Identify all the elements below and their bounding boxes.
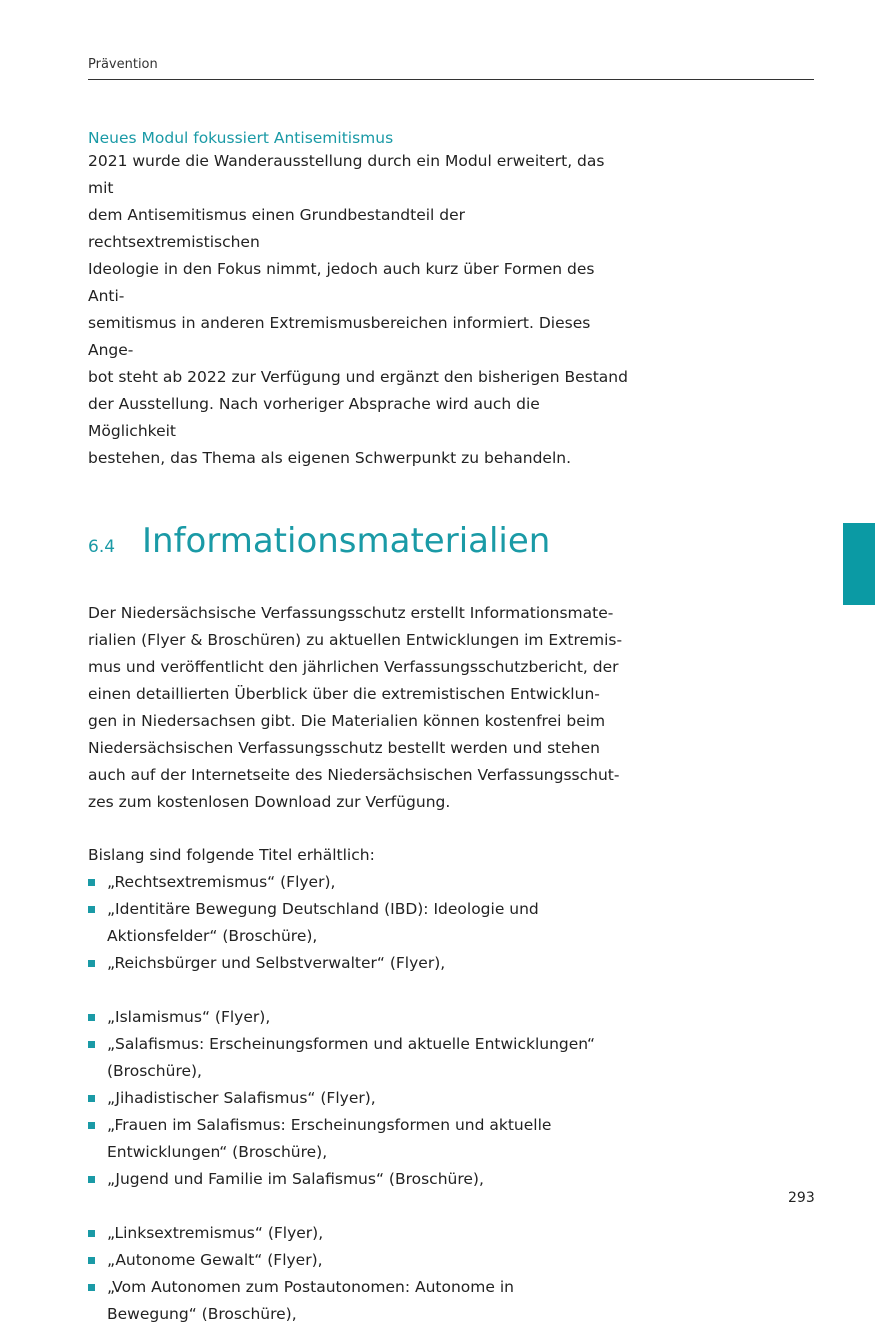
section-title: Informationsmaterialien (142, 521, 551, 561)
text-line: semitismus in anderen Extremismusbereichen informiert. Dieses Ange- (88, 314, 591, 359)
square-bullet-icon (88, 1095, 95, 1102)
square-bullet-icon (88, 1176, 95, 1183)
list-item: „Vom Autonomen zum Postautonomen: Autonome in Bewegung“ (Broschüre), (88, 1274, 629, 1328)
list-item: „Identitäre Bewegung Deutschland (IBD): Ideologie und Aktionsfelder“ (Broschüre), (88, 896, 629, 950)
chapter-tab-marker (843, 523, 875, 605)
square-bullet-icon (88, 1284, 95, 1291)
section-heading (88, 520, 629, 562)
square-bullet-icon (88, 960, 95, 967)
square-bullet-icon (88, 1122, 95, 1129)
text-line: Ideologie in den Fokus nimmt, jedoch auch kurz über Formen des Anti- (88, 260, 595, 305)
main-content (88, 128, 629, 1328)
list-item: „Linksextremismus“ (Flyer), (88, 1220, 629, 1247)
subsection-paragraph (88, 148, 629, 472)
square-bullet-icon (88, 906, 95, 913)
text-line: gen in Niedersachsen gibt. Die Materialien können kostenfrei beim (88, 712, 606, 730)
text-line: mus und veröffentlicht den jährlichen Verfassungsschutzbericht, der (88, 658, 619, 676)
list-item: „Autonome Gewalt“ (Flyer), (88, 1247, 629, 1274)
section-number: 6.4 (88, 537, 116, 557)
list-group-spacer (88, 1193, 629, 1220)
list-item: „Frauen im Salafismus: Erscheinungsformen und aktuelle Entwicklungen“ (Broschüre), (88, 1112, 629, 1166)
square-bullet-icon (88, 879, 95, 886)
header-rule (88, 79, 814, 80)
text-line: bot steht ab 2022 zur Verfügung und ergänzt den bisherigen Bestand (88, 368, 628, 386)
list-item: „Rechtsextremismus“ (Flyer), (88, 869, 629, 896)
text-line: der Ausstellung. Nach vorheriger Absprache wird auch die Möglichkeit (88, 395, 540, 440)
text-line: Der Niedersächsische Verfassungsschutz erstellt Informationsmate- (88, 604, 614, 622)
text-line: bestehen, das Thema als eigenen Schwerpunkt zu behandeln. (88, 449, 572, 467)
list-item: „Islamismus“ (Flyer), (88, 1004, 629, 1031)
list-intro: Bislang sind folgende Titel erhältlich: (88, 846, 375, 864)
list-group-spacer (88, 977, 629, 1004)
list-item: „Jugend und Familie im Salafismus“ (Broschüre), (88, 1166, 629, 1193)
text-line: rialien (Flyer & Broschüren) zu aktuellen Entwicklungen im Extremis- (88, 631, 623, 649)
titles-list (88, 869, 629, 1328)
square-bullet-icon (88, 1014, 95, 1021)
text-line: einen detaillierten Überblick über die extremistischen Entwicklun- (88, 685, 600, 703)
square-bullet-icon (88, 1041, 95, 1048)
text-line: dem Antisemitismus einen Grundbestandteil der rechtsextremistischen (88, 206, 466, 251)
running-header: Prävention (88, 57, 158, 72)
section-paragraph (88, 600, 629, 816)
list-item: „Jihadistischer Salafismus“ (Flyer), (88, 1085, 629, 1112)
text-line: zes zum kostenlosen Download zur Verfügung. (88, 793, 451, 811)
square-bullet-icon (88, 1257, 95, 1264)
text-line: auch auf der Internetseite des Niedersächsischen Verfassungsschut- (88, 766, 620, 784)
list-item: „Salafismus: Erscheinungsformen und aktuelle Entwicklungen“ (Broschüre), (88, 1031, 629, 1085)
text-line: Niedersächsischen Verfassungsschutz bestellt werden und stehen (88, 739, 600, 757)
list-item: „Reichsbürger und Selbstverwalter“ (Flyer), (88, 950, 629, 977)
text-line: 2021 wurde die Wanderausstellung durch ein Modul erweitert, das mit (88, 152, 605, 197)
page-number: 293 (788, 1190, 815, 1206)
square-bullet-icon (88, 1230, 95, 1237)
subsection-heading: Neues Modul fokussiert Antisemitismus (88, 129, 394, 147)
